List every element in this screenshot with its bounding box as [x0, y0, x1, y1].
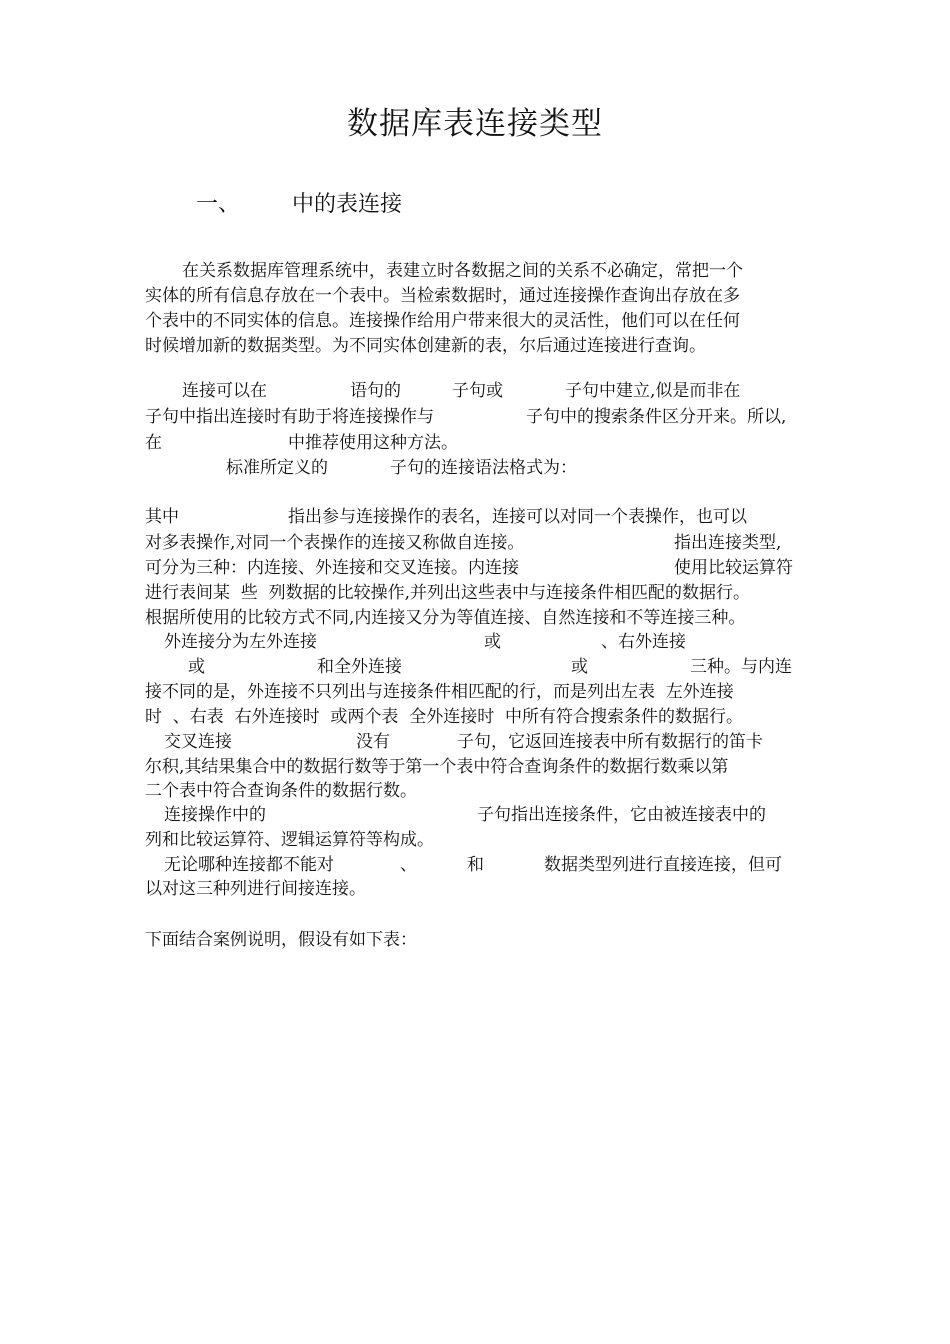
text-fragment: 或	[571, 657, 588, 677]
text-fragment: 连接操作中的	[164, 805, 266, 825]
text-fragment: 、右外连接	[601, 632, 686, 652]
text-fragment: 子句或	[452, 381, 503, 401]
text-fragment: 在	[145, 433, 162, 453]
paragraph-line: 实体的所有信息存放在一个表中。当检索数据时，通过连接操作查询出存放在多	[145, 286, 740, 306]
text-fragment: 外连接分为左外连接	[164, 632, 317, 652]
text-fragment: 数据类型列进行直接连接，但可	[544, 855, 782, 875]
text-fragment: 子句中的搜索条件区分开来。所以,	[526, 407, 787, 427]
paragraph-line: 时 、右表 右外连接时 或两个表 全外连接时 中所有符合搜索条件的数据行。	[145, 707, 744, 727]
paragraph-line: 进行表间某 些 列数据的比较操作,并列出这些表中与连接条件相匹配的数据行。	[145, 583, 751, 603]
text-fragment: 子句的连接语法格式为：	[390, 458, 577, 478]
text-fragment: 或	[484, 632, 501, 652]
paragraph-line: 列和比较运算符、逻辑运算符等构成。	[145, 830, 434, 850]
text-fragment: 子句中指出连接时有助于将连接操作与	[145, 407, 434, 427]
text-fragment: 交叉连接	[164, 732, 232, 752]
text-fragment: 标准所定义的	[226, 458, 328, 478]
paragraph-line: 以对这三种列进行间接连接。	[145, 879, 366, 899]
text-fragment: 语句的	[350, 381, 401, 401]
paragraph-line: 个表中的不同实体的信息。连接操作给用户带来很大的灵活性，他们可以在任何	[145, 311, 740, 331]
section-heading: 中的表连接	[292, 192, 403, 217]
text-fragment: 子句，它返回连接表中所有数据行的笛卡	[457, 732, 763, 752]
section-number: 一、	[196, 192, 241, 217]
text-fragment: 对多表操作,对同一个表操作的连接又称做自连接。	[145, 533, 525, 553]
text-fragment: 其中	[145, 507, 179, 527]
text-fragment: 、	[400, 855, 417, 875]
text-fragment: 中推荐使用这种方法。	[288, 433, 458, 453]
text-fragment: 指出参与连接操作的表名，连接可以对同一个表操作，也可以	[288, 507, 747, 527]
text-fragment: 和	[467, 855, 484, 875]
text-fragment: 或	[188, 657, 205, 677]
text-fragment: 三种。与内连	[690, 657, 792, 677]
paragraph-line: 时候增加新的数据类型。为不同实体创建新的表，尔后通过连接进行查询。	[145, 336, 706, 356]
paragraph-line: 下面结合案例说明，假设有如下表：	[145, 930, 417, 950]
paragraph-line: 二个表中符合查询条件的数据行数。	[145, 781, 417, 801]
text-fragment: 没有	[356, 732, 390, 752]
text-fragment: 连接可以在	[182, 381, 267, 401]
text-fragment: 可分为三种：内连接、外连接和交叉连接。内连接	[145, 558, 519, 578]
paragraph-line: 在关系数据库管理系统中，表建立时各数据之间的关系不必确定，常把一个	[182, 261, 743, 281]
text-fragment: 使用比较运算符	[674, 558, 793, 578]
text-fragment: 指出连接类型,	[674, 533, 782, 553]
paragraph-line: 根据所使用的比较方式不同,内连接又分为等值连接、自然连接和不等连接三种。	[145, 608, 746, 628]
text-fragment: 无论哪种连接都不能对	[164, 855, 334, 875]
document-title: 数据库表连接类型	[347, 106, 603, 142]
text-fragment: 子句指出连接条件，它由被连接表中的	[477, 805, 766, 825]
text-fragment: 和全外连接	[317, 657, 402, 677]
paragraph-line: 接不同的是，外连接不只列出与连接条件相匹配的行，而是列出左表 左外连接	[145, 682, 734, 702]
text-fragment: 子句中建立,似是而非在	[565, 381, 741, 401]
paragraph-line: 尔积,其结果集合中的数据行数等于第一个表中符合查询条件的数据行数乘以第	[145, 757, 729, 777]
